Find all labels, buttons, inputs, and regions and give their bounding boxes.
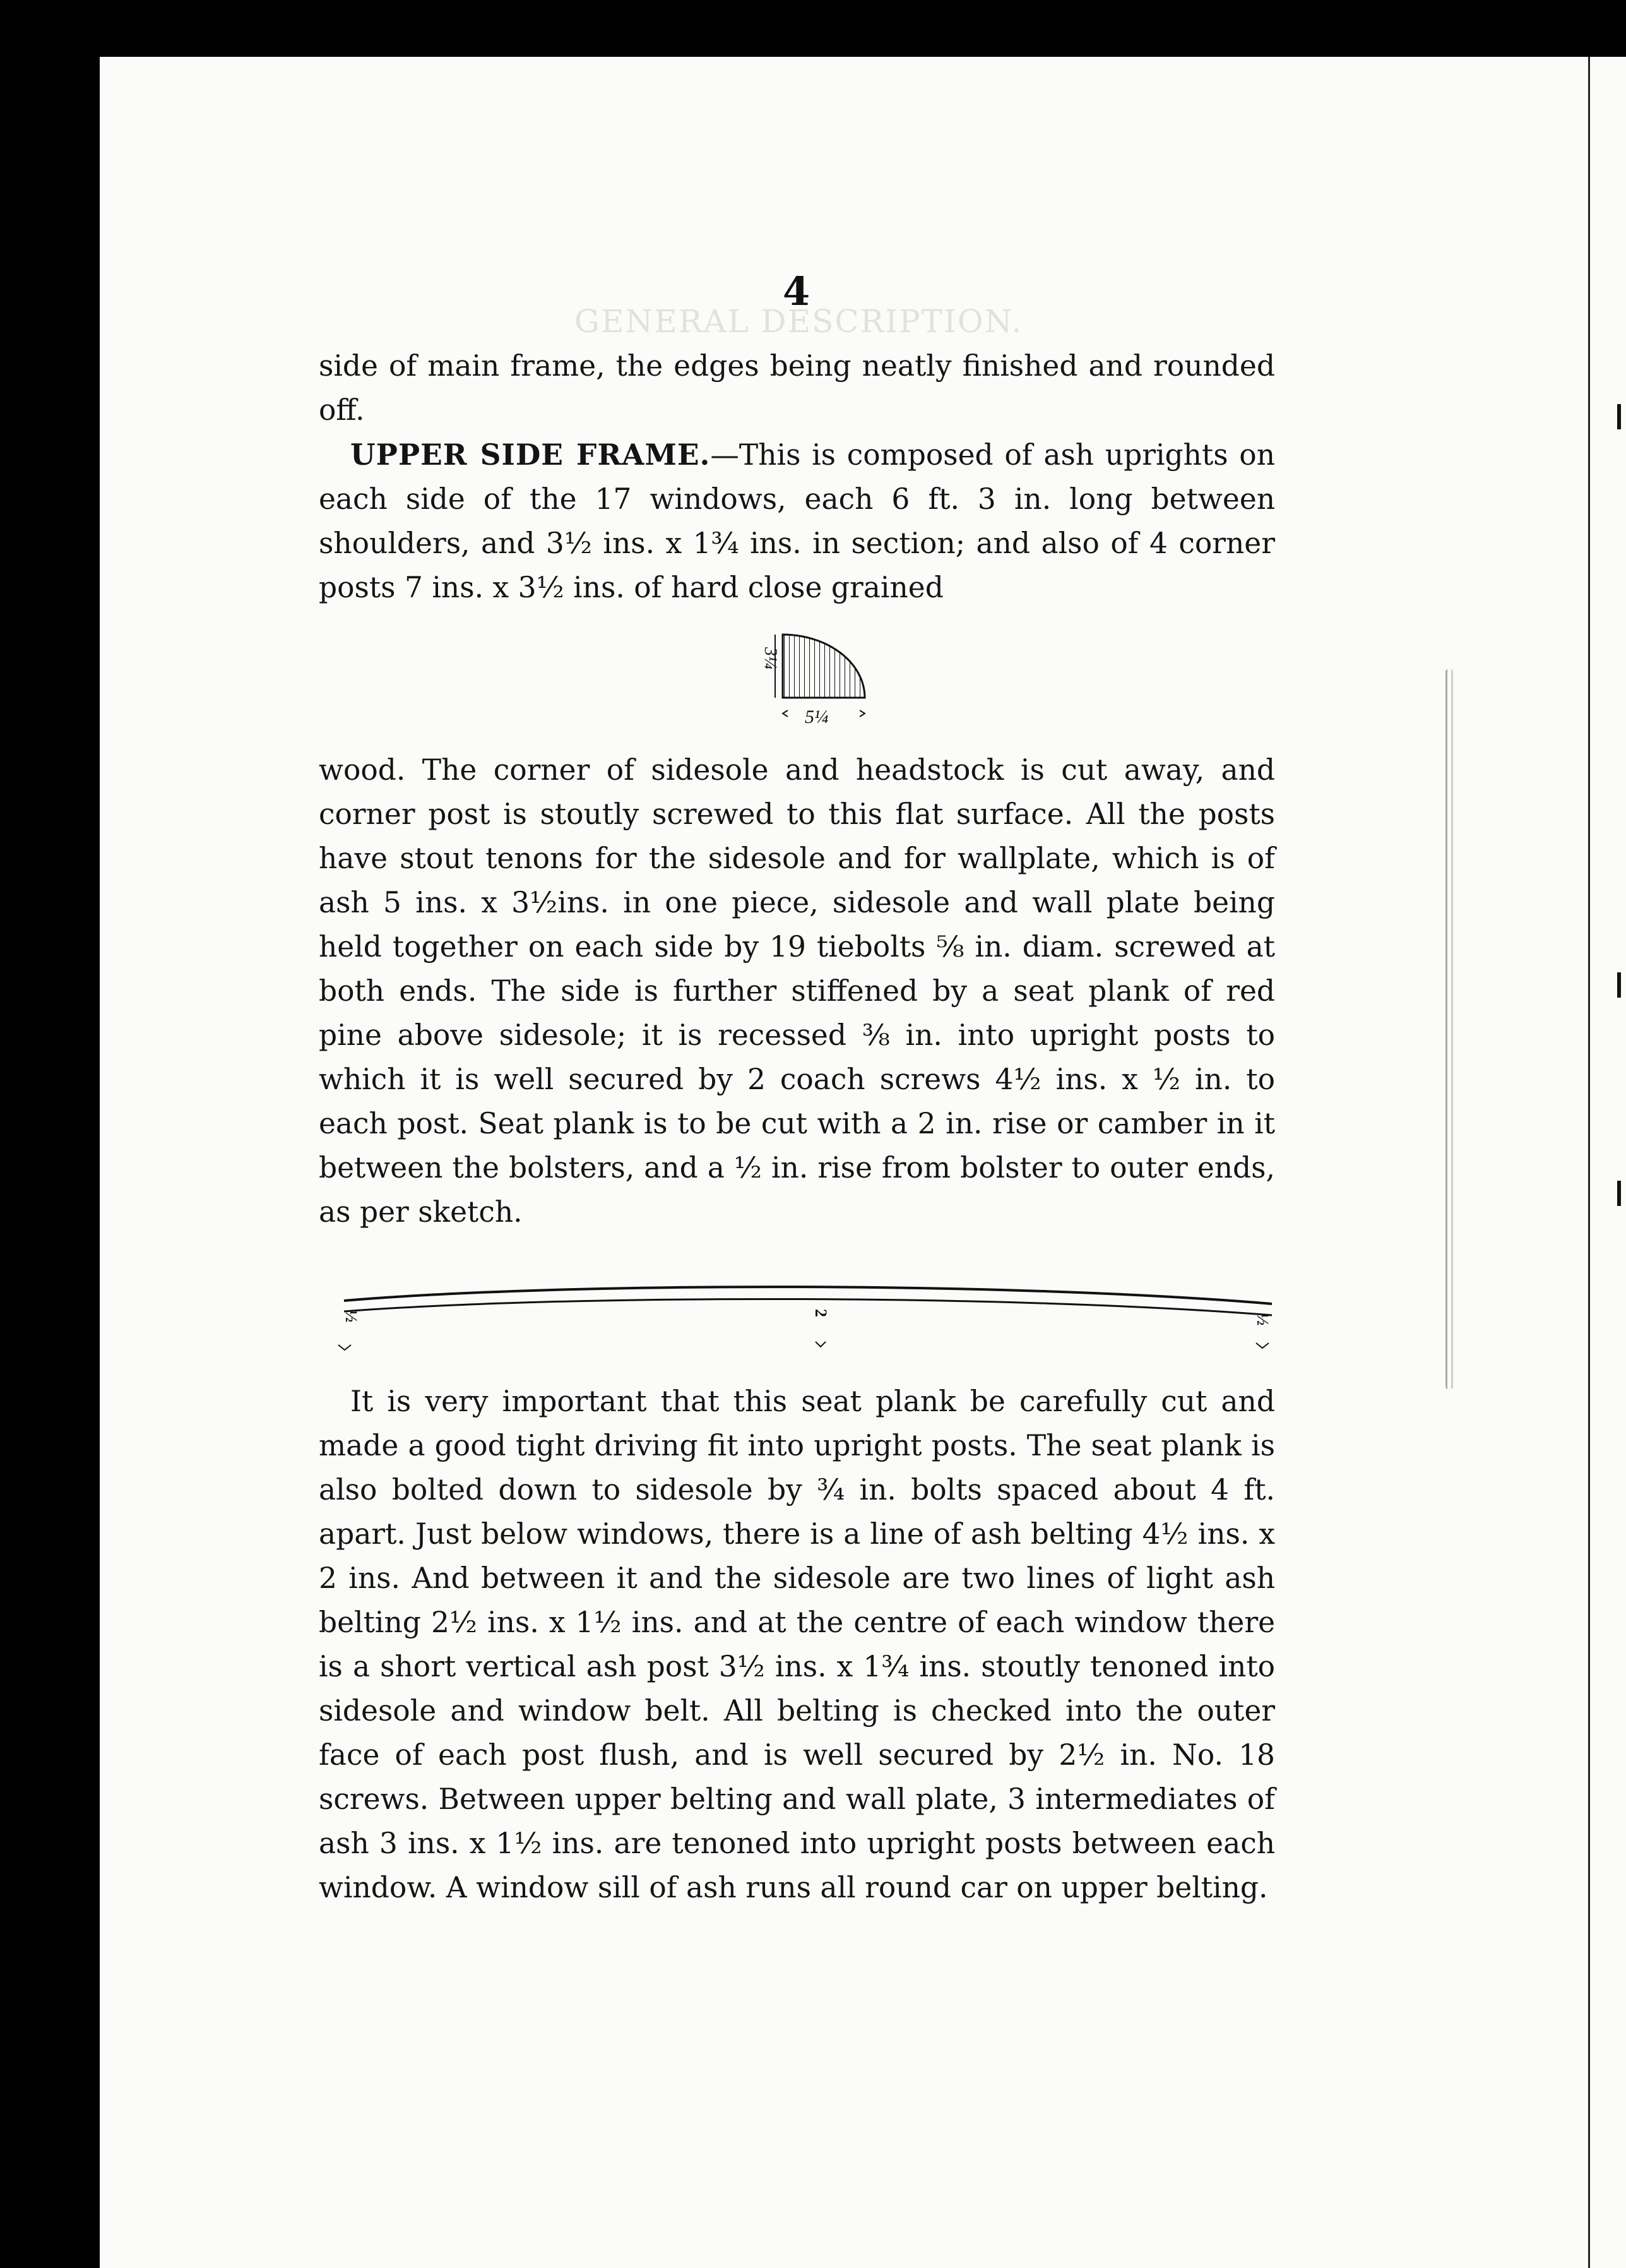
post-quarter-section — [783, 635, 865, 698]
adjacent-page-edge — [1588, 57, 1626, 2268]
camber-curve-lower — [344, 1299, 1272, 1315]
binding-fold — [1445, 669, 1453, 1389]
camber-center-label: 2 — [812, 1309, 830, 1317]
paragraph-upper-side-frame — [319, 433, 1275, 610]
camber-left-label: ½ — [342, 1310, 360, 1323]
margin-mark — [1617, 1181, 1621, 1206]
text-block-middle — [319, 748, 1275, 1234]
text-block-bottom — [319, 1380, 1275, 1910]
margin-mark — [1617, 972, 1621, 998]
camber-right-label: ½ — [1254, 1313, 1272, 1326]
corner-post-section-diagram — [739, 622, 890, 729]
seat-plank-camber-sketch — [316, 1285, 1300, 1373]
scan-border — [0, 0, 101, 2268]
paragraph-corner-posts: wood. The corner of sidesole and headstock is cut away, and corner post is stoutly screwed to this flat surface. All the posts have stout tenons for the sidesole and for wallplate, which is of ash 5 ins. x 3½ins. in one piece, sidesole and wall plate being held together on each side by 19 tiebolts ⅝ in. diam. screwed at both ends. The side is further stiffened by a seat plank of red pine above sidesole; it is recessed ⅜ in. into upright posts to which it is well secured by 2 coach screws 4½ ins. x ½ in. to each post. Seat plank is to be cut with a 2 in. rise or camber in it between the bolsters, and a ½ in. rise from bolster to outer ends, as per sketch. — [319, 753, 1275, 1229]
section-heading: UPPER SIDE FRAME. — [350, 438, 711, 472]
post-height-label: 3¼ — [761, 647, 780, 669]
post-width-label: 5¼ — [805, 707, 829, 727]
text-block-top — [319, 344, 1275, 610]
page-number: 4 — [783, 268, 810, 314]
margin-mark — [1617, 404, 1621, 429]
camber-curve-upper — [344, 1287, 1272, 1304]
paragraph-body: —This is composed of ash uprights on each side of the 17 windows, each 6 ft. 3 in. long between shoulders, and 3½ ins. x 1¾ ins. in section; and also of 4 corner posts 7 ins. x 3½ ins. of hard close grained — [319, 438, 1275, 604]
bleed-through-heading: GENERAL DESCRIPTION. — [574, 303, 1023, 340]
paragraph-seat-plank: It is very important that this seat plank be carefully cut and made a good tight driving fit into upright posts. The seat plank is also bolted down to sidesole by ¾ in. bolts spaced about 4 ft. apart. Just below windows, there is a line of ash belting 4½ ins. x 2 ins. And between it and the sidesole are two lines of light ash belting 2½ ins. x 1½ ins. and at the centre of each window there is a short vertical ash post 3½ ins. x 1¾ ins. stoutly tenoned into sidesole and window belt. All belting is checked into the outer face of each post flush, and is well secured by 2½ in. No. 18 screws. Between upper belting and wall plate, 3 intermediates of ash 3 ins. x 1½ ins. are tenoned into upright posts between each window. A window sill of ash runs all round car on upper belting. — [319, 1385, 1275, 1904]
paragraph-continuation: side of main frame, the edges being neatly finished and rounded off. — [319, 349, 1275, 427]
